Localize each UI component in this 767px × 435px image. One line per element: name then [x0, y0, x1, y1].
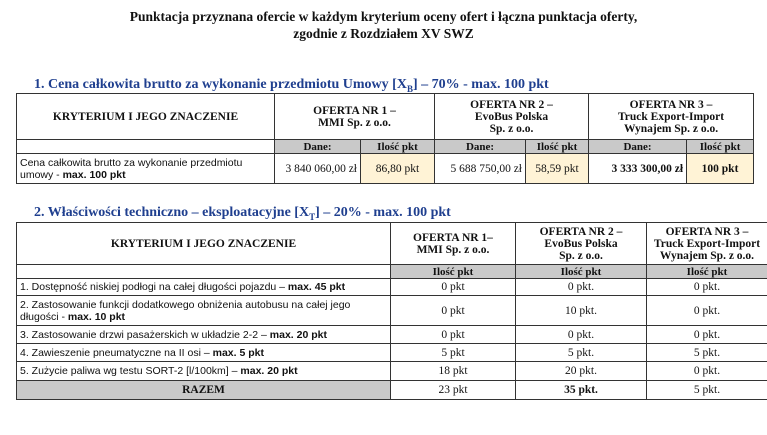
- offer1-points: 18 pkt: [391, 362, 516, 381]
- offer2-points: 20 pkt.: [516, 362, 647, 381]
- offer2-price: 5 688 750,00 zł: [435, 154, 526, 184]
- technical-table: [16, 222, 767, 400]
- offer1-points: 0 pkt: [391, 279, 516, 296]
- criterion-cell: 3. Zastosowanie drzwi pasażerskich w układzie 2-2 – max. 20 pkt: [17, 326, 391, 344]
- criterion-header: KRYTERIUM I JEGO ZNACZENIE: [17, 223, 391, 265]
- offer2-price-points: 58,59 pkt: [526, 154, 589, 184]
- points-label: Ilość pkt: [516, 265, 647, 279]
- table-row: [17, 279, 767, 296]
- points-label: Ilość pkt: [647, 265, 767, 279]
- price-table: [16, 93, 754, 184]
- section2-heading: 2. Właściwości techniczno – eksploatacyjne $[X_T] - 20\%$ - max. 100 pkt: [34, 205, 451, 222]
- offer2-points: 5 pkt.: [516, 344, 647, 362]
- offer2-total: 35 pkt.: [516, 381, 647, 400]
- points-label: Ilość pkt: [391, 265, 516, 279]
- offer1-points: 5 pkt: [391, 344, 516, 362]
- offer1-points: 0 pkt: [391, 296, 516, 326]
- price-criterion-cell: Cena całkowita brutto za wykonanie przedmiotu umowy - max. 100 pkt: [17, 154, 275, 184]
- table-row: [17, 362, 767, 381]
- offer3-header: OFERTA NR 3 – Truck Export-Import Wynajem Sp. z o.o.: [647, 223, 767, 265]
- offer2-header: OFERTA NR 2 – EvoBus Polska Sp. z o.o.: [516, 223, 647, 265]
- points-label: Ilość pkt: [687, 140, 754, 154]
- offer2-points: 0 pkt.: [516, 279, 647, 296]
- offer2-points: 0 pkt.: [516, 326, 647, 344]
- points-label: Ilość pkt: [526, 140, 589, 154]
- offer3-points: 5 pkt.: [647, 344, 767, 362]
- document-title-line2: zgodnie z Rozdziałem XV SWZ: [293, 26, 474, 41]
- offer2-header: OFERTA NR 2 – EvoBus Polska Sp. z o.o.: [435, 94, 589, 140]
- offer3-price-points: 100 pkt: [687, 154, 754, 184]
- criterion-cell: 1. Dostępność niskiej podłogi na całej długości pojazdu – max. 45 pkt: [17, 279, 391, 296]
- table-row: [17, 326, 767, 344]
- offer3-points: 0 pkt.: [647, 296, 767, 326]
- total-row: [17, 381, 767, 400]
- dane-label: Dane:: [589, 140, 687, 154]
- criterion-cell: 4. Zawieszenie pneumatyczne na II osi – max. 5 pkt: [17, 344, 391, 362]
- offer3-price: 3 333 300,00 zł: [589, 154, 687, 184]
- offer3-points: 0 pkt.: [647, 326, 767, 344]
- criterion-cell: 5. Zużycie paliwa wg testu SORT-2 [l/100km] – max. 20 pkt: [17, 362, 391, 381]
- offer1-header: OFERTA NR 1 – MMI Sp. z o.o.: [275, 94, 435, 140]
- dane-label: Dane:: [275, 140, 361, 154]
- criterion-cell: 2. Zastosowanie funkcji dodatkowego obniżenia autobusu na całej jego długości - max. 10 pkt: [17, 296, 391, 326]
- table-row: [17, 344, 767, 362]
- offer3-header: OFERTA NR 3 – Truck Export-Import Wynajem Sp. z o.o.: [589, 94, 754, 140]
- offer1-total: 23 pkt: [391, 381, 516, 400]
- offer3-points: 0 pkt.: [647, 279, 767, 296]
- dane-label: Dane:: [435, 140, 526, 154]
- offer1-header: OFERTA NR 1– MMI Sp. z o.o.: [391, 223, 516, 265]
- criterion-header: KRYTERIUM I JEGO ZNACZENIE: [17, 94, 275, 140]
- offer3-total: 5 pkt.: [647, 381, 767, 400]
- offer1-price: 3 840 060,00 zł: [275, 154, 361, 184]
- points-label: Ilość pkt: [361, 140, 435, 154]
- document-title-line1: Punktacja przyznana ofercie w każdym kryterium oceny ofert i łączna punktacja oferty,: [129, 9, 638, 24]
- section1-heading: 1. Cena całkowita brutto za wykonanie przedmiotu Umowy $[X_B] - 70\%$ - max. 100 pkt: [34, 77, 549, 94]
- offer3-points: 0 pkt.: [647, 362, 767, 381]
- offer1-price-points: 86,80 pkt: [361, 154, 435, 184]
- total-label: RAZEM: [17, 381, 391, 400]
- offer1-points: 0 pkt: [391, 326, 516, 344]
- offer2-points: 10 pkt.: [516, 296, 647, 326]
- table-row: [17, 296, 767, 326]
